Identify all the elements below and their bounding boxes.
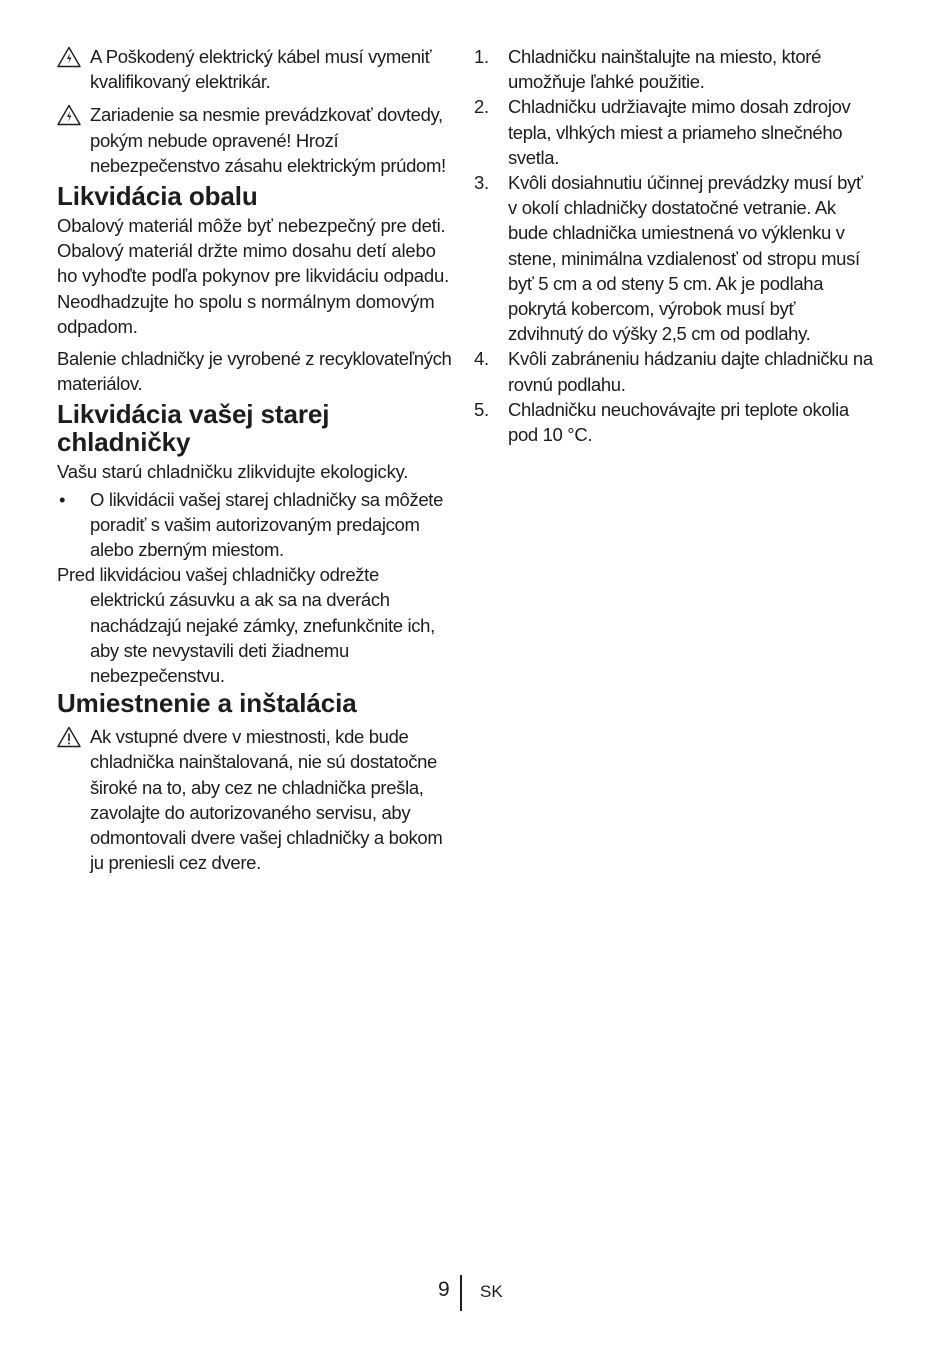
packaging-paragraph-2: Balenie chladničky je vyrobené z recyklovateľných materiálov.: [57, 348, 452, 395]
left-column: [57, 44, 452, 883]
packaging-paragraph-1: Obalový materiál môže byť nebezpečný pre deti. Obalový materiál držte mimo dosahu detí alebo ho vyhoďte podľa pokynov pre likvidáciu odpadu. Neodhadzujte ho spolu s normálnym domovým odpadom.: [57, 215, 450, 337]
warning-triangle-icon: [57, 726, 81, 748]
warning-cable: [57, 44, 452, 94]
step-text: Chladničku neuchovávajte pri teplote okolia pod 10 °C.: [508, 398, 849, 446]
page-number: 9: [438, 1278, 450, 1301]
list-item: [474, 44, 874, 94]
heading-installation: Umiestnenie a inštalácia: [57, 688, 357, 719]
heading-packaging: Likvidácia obalu: [57, 181, 258, 212]
step-text: Chladničku udržiavajte mimo dosah zdrojov tepla, vlhkých miest a priameho slnečného svetla.: [508, 96, 851, 168]
disposal-bullet: [57, 487, 452, 563]
step-number: 3.: [474, 172, 489, 194]
warning-text: A Poškodený elektrický kábel musí vymeniť kvalifikovaný elektrikár.: [90, 46, 432, 93]
language-code: SK: [480, 1282, 503, 1301]
step-number: 1.: [474, 46, 489, 67]
disposal-note: Pred likvidáciou vašej chladničky odrežte elektrickú zásuvku a ak sa na dverách nachádzajú nejaké zámky, znefunkčnite ich, aby ste nevystavili deti žiadnemu nebezpečenstvu.: [57, 564, 435, 687]
warning-text: Ak vstupné dvere v miestnosti, kde bude chladnička nainštalovaná, nie sú dostatočne široké na to, aby cez ne chladnička prešla, zavolajte do autorizovaného servisu, aby odmontovali dvere vašej chladničky a bokom ju preniesli cez dvere.: [90, 726, 443, 874]
installation-steps: [474, 44, 874, 447]
list-item: [474, 346, 874, 396]
warning-operation: [57, 102, 452, 178]
step-number: 5.: [474, 398, 489, 420]
right-column: [474, 44, 874, 447]
step-text: Kvôli dosiahnutiu účinnej prevádzky musí byť v okolí chladničky dostatočné vetranie. Ak bude chladnička umiestnená vo výklenku v stene, minimálna vzdialenosť od stropu musí byť 5 cm a od steny 5 cm. Ak je podlaha pokrytá kobercom, výrobok musí byť zdvihnutý do výšky 2,5 cm od podlahy.: [508, 172, 863, 345]
step-number: 2.: [474, 96, 489, 118]
heading-disposal: Likvidácia vašej starej chladničky: [57, 399, 330, 458]
bullet-dot: •: [59, 488, 66, 510]
page-footer: [0, 1275, 950, 1311]
electric-hazard-icon: [57, 104, 81, 126]
list-item: [474, 397, 874, 447]
step-text: Chladničku nainštalujte na miesto, ktoré umožňuje ľahké použitie.: [508, 46, 822, 93]
disposal-intro: Vašu starú chladničku zlikvidujte ekologicky.: [57, 461, 409, 483]
step-number: 4.: [474, 348, 489, 370]
list-item: [474, 94, 874, 170]
footer-divider: [460, 1275, 462, 1311]
warning-door-width: [57, 724, 452, 875]
warning-text: Zariadenie sa nesmie prevádzkovať dovtedy, pokým nebude opravené! Hrozí nebezpečenstvo zásahu elektrickým prúdom!: [90, 104, 446, 176]
bullet-text: O likvidácii vašej starej chladničky sa môžete poradiť s vašim autorizovaným predajcom alebo zberným miestom.: [90, 488, 444, 561]
electric-hazard-icon: [57, 46, 81, 68]
list-item: [474, 170, 874, 346]
step-text: Kvôli zabráneniu hádzaniu dajte chladničku na rovnú podlahu.: [508, 348, 873, 395]
